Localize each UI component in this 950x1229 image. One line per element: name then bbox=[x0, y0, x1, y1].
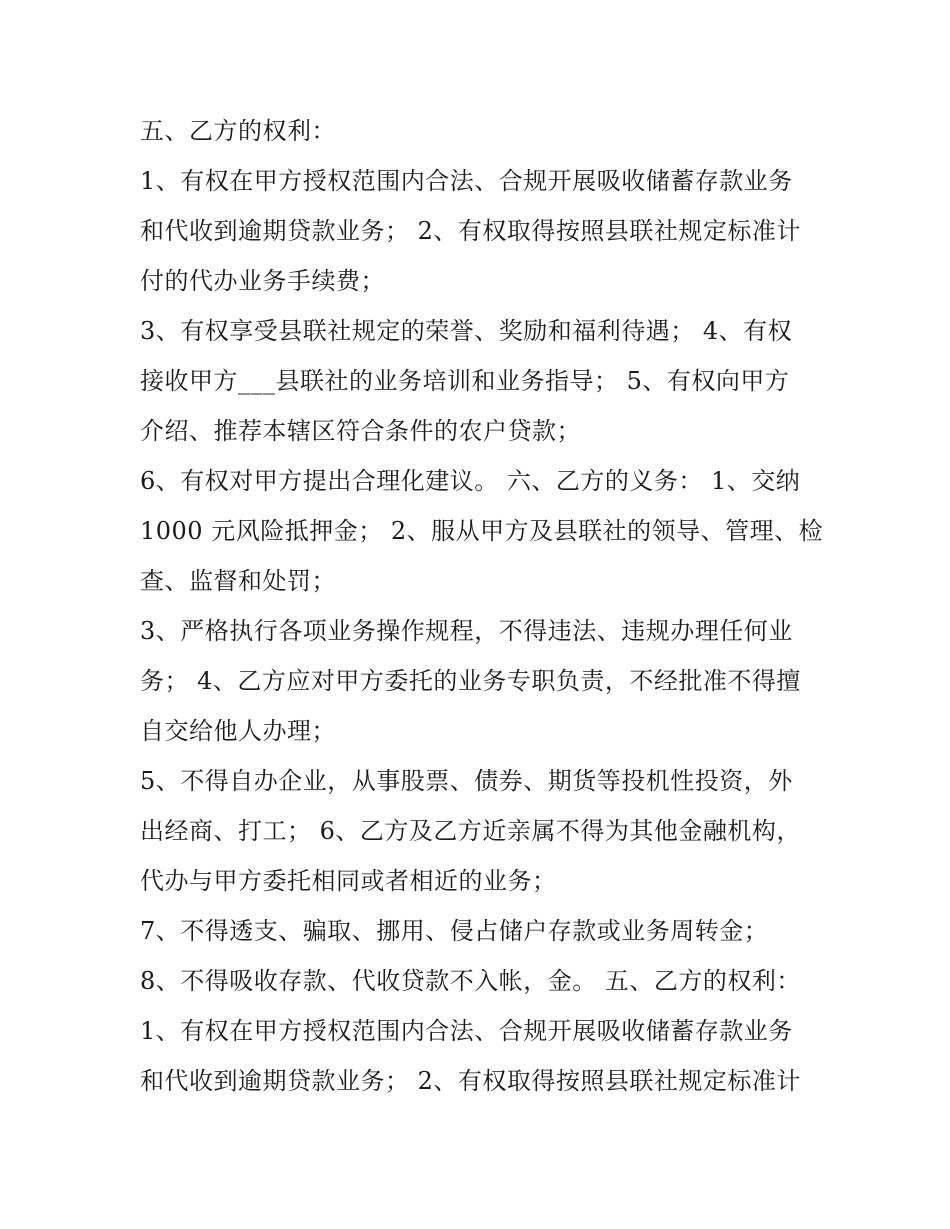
text-line: 出经商、打工； 6、乙方及乙方近亲属不得为其他金融机构， bbox=[140, 817, 801, 845]
text-line: 1000 元风险抵押金； 2、服从甲方及县联社的领导、管理、检 bbox=[140, 517, 824, 545]
text-line: 1、有权在甲方授权范围内合法、合规开展吸收储蓄存款业务 bbox=[140, 167, 793, 195]
text-line: 和代收到逾期贷款业务； 2、有权取得按照县联社规定标准计 bbox=[140, 1067, 801, 1095]
text-line: 五、乙方的权利： bbox=[140, 117, 336, 145]
text-line: 接收甲方___县联社的业务培训和业务指导； 5、有权向甲方 bbox=[140, 367, 790, 395]
text-line: 3、严格执行各项业务操作规程，不得违法、违规办理任何业 bbox=[140, 617, 793, 645]
text-line: 7、不得透支、骗取、挪用、侵占储户存款或业务周转金； bbox=[140, 917, 769, 945]
text-line: 5、不得自办企业，从事股票、债券、期货等投机性投资，外 bbox=[140, 767, 793, 795]
text-line: 介绍、推荐本辖区符合条件的农户贷款； bbox=[140, 417, 581, 445]
text-line: 1、有权在甲方授权范围内合法、合规开展吸收储蓄存款业务 bbox=[140, 1017, 793, 1045]
text-line: 3、有权享受县联社规定的荣誉、奖励和福利待遇； 4、有权 bbox=[140, 317, 793, 345]
text-line: 代办与甲方委托相同或者相近的业务； bbox=[140, 867, 557, 895]
text-line: 自交给他人办理； bbox=[140, 717, 336, 745]
text-line: 务； 4、乙方应对甲方委托的业务专职负责，不经批准不得擅 bbox=[140, 667, 801, 695]
text-line: 查、监督和处罚； bbox=[140, 567, 336, 595]
text-line: 和代收到逾期贷款业务； 2、有权取得按照县联社规定标准计 bbox=[140, 217, 801, 245]
text-line: 8、不得吸收存款、代收贷款不入帐，金。 五、乙方的权利： bbox=[140, 967, 801, 995]
text-line: 付的代办业务手续费； bbox=[140, 267, 385, 295]
text-line: 6、有权对甲方提出合理化建议。 六、乙方的义务： 1、交纳 bbox=[140, 467, 801, 495]
document-body bbox=[140, 111, 824, 1111]
